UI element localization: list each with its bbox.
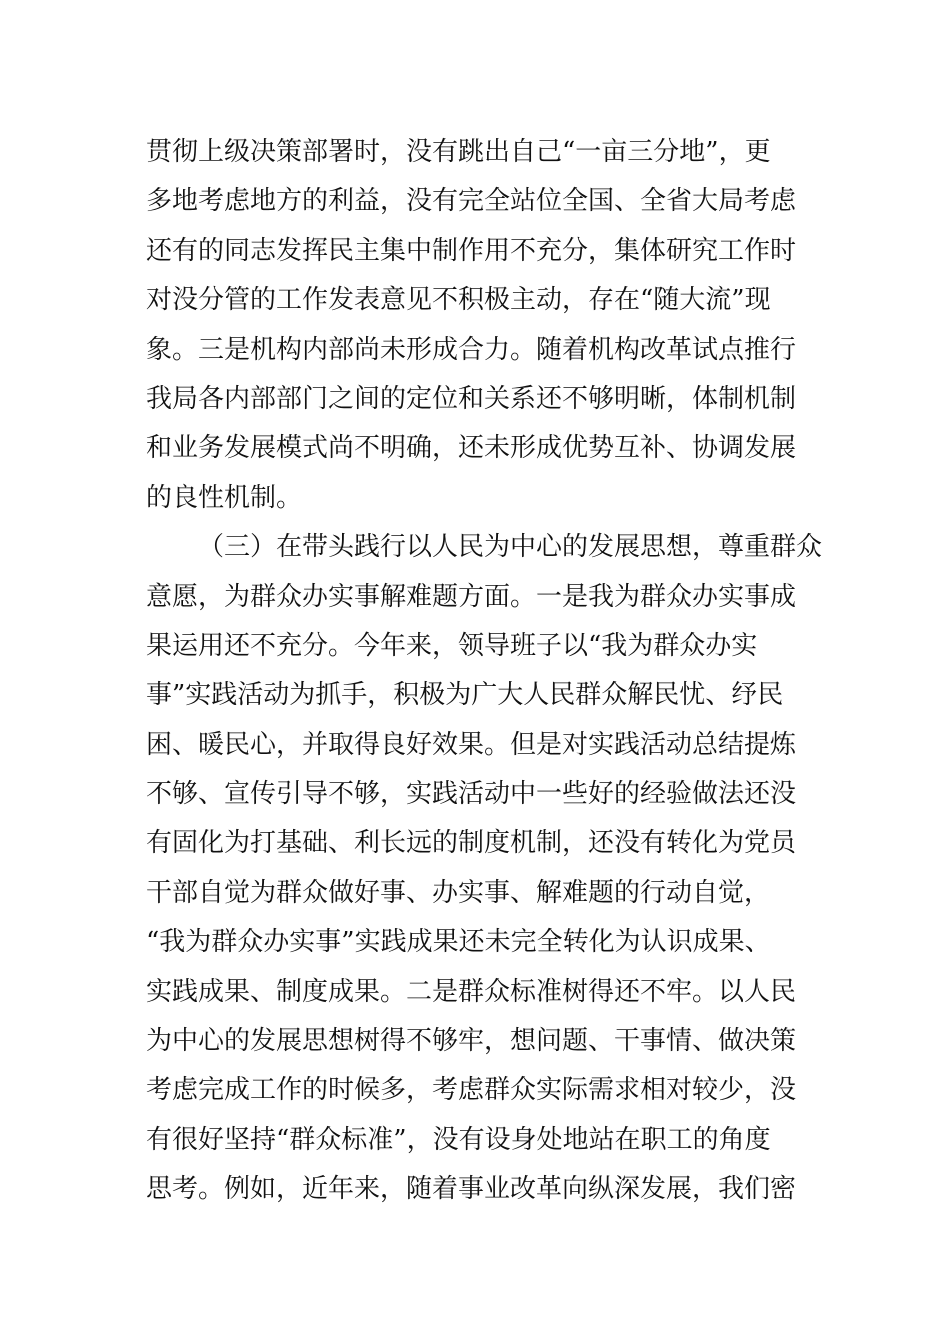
text-line: 果运用还不充分。今年来，领导班子以“我为群众办实 xyxy=(146,630,758,661)
text-line: 干部自觉为群众做好事、办实事、解难题的行动自觉， xyxy=(146,877,771,908)
body-text xyxy=(146,128,823,1215)
text-line: 困、暖民心，并取得良好效果。但是对实践活动总结提炼 xyxy=(146,729,797,760)
text-line: 思考。例如，近年来，随着事业改革向纵深发展，我们密 xyxy=(146,1174,797,1205)
text-line: 多地考虑地方的利益，没有完全站位全国、全省大局考虑 xyxy=(146,186,797,217)
text-line: 和业务发展模式尚不明确，还未形成优势互补、协调发展 xyxy=(146,433,797,464)
text-line: 有很好坚持“群众标准”，没有设身处地站在职工的角度 xyxy=(146,1124,771,1155)
text-line: 不够、宣传引导不够，实践活动中一些好的经验做法还没 xyxy=(146,779,797,810)
text-line: 有固化为打基础、利长远的制度机制，还没有转化为党员 xyxy=(146,828,797,859)
text-line: 实践成果、制度成果。二是群众标准树得还不牢。以人民 xyxy=(146,976,797,1007)
section-heading-line: （三）在带头践行以人民为中心的发展思想，尊重群众 xyxy=(198,532,823,563)
text-line: 考虑完成工作的时候多，考虑群众实际需求相对较少，没 xyxy=(146,1075,797,1106)
text-line: 还有的同志发挥民主集中制作用不充分，集体研究工作时 xyxy=(146,235,797,266)
text-line: 的良性机制。 xyxy=(146,482,303,513)
text-line: 事”实践活动为抓手，积极为广大人民群众解民忧、纾民 xyxy=(146,680,784,711)
text-line: 贯彻上级决策部署时，没有跳出自己“一亩三分地”，更 xyxy=(146,137,771,167)
text-line: 意愿，为群众办实事解难题方面。一是我为群众办实事成 xyxy=(146,581,797,612)
text-line: 为中心的发展思想树得不够牢，想问题、干事情、做决策 xyxy=(146,1026,797,1057)
text-line: 我局各内部部门之间的定位和关系还不够明晰，体制机制 xyxy=(146,383,797,414)
text-line: 象。三是机构内部尚未形成合力。随着机构改革试点推行 xyxy=(146,334,797,365)
text-line: “我为群众办实事”实践成果还未完全转化为认识成果、 xyxy=(146,927,771,958)
text-line: 对没分管的工作发表意见不积极主动，存在“随大流”现 xyxy=(146,285,771,316)
